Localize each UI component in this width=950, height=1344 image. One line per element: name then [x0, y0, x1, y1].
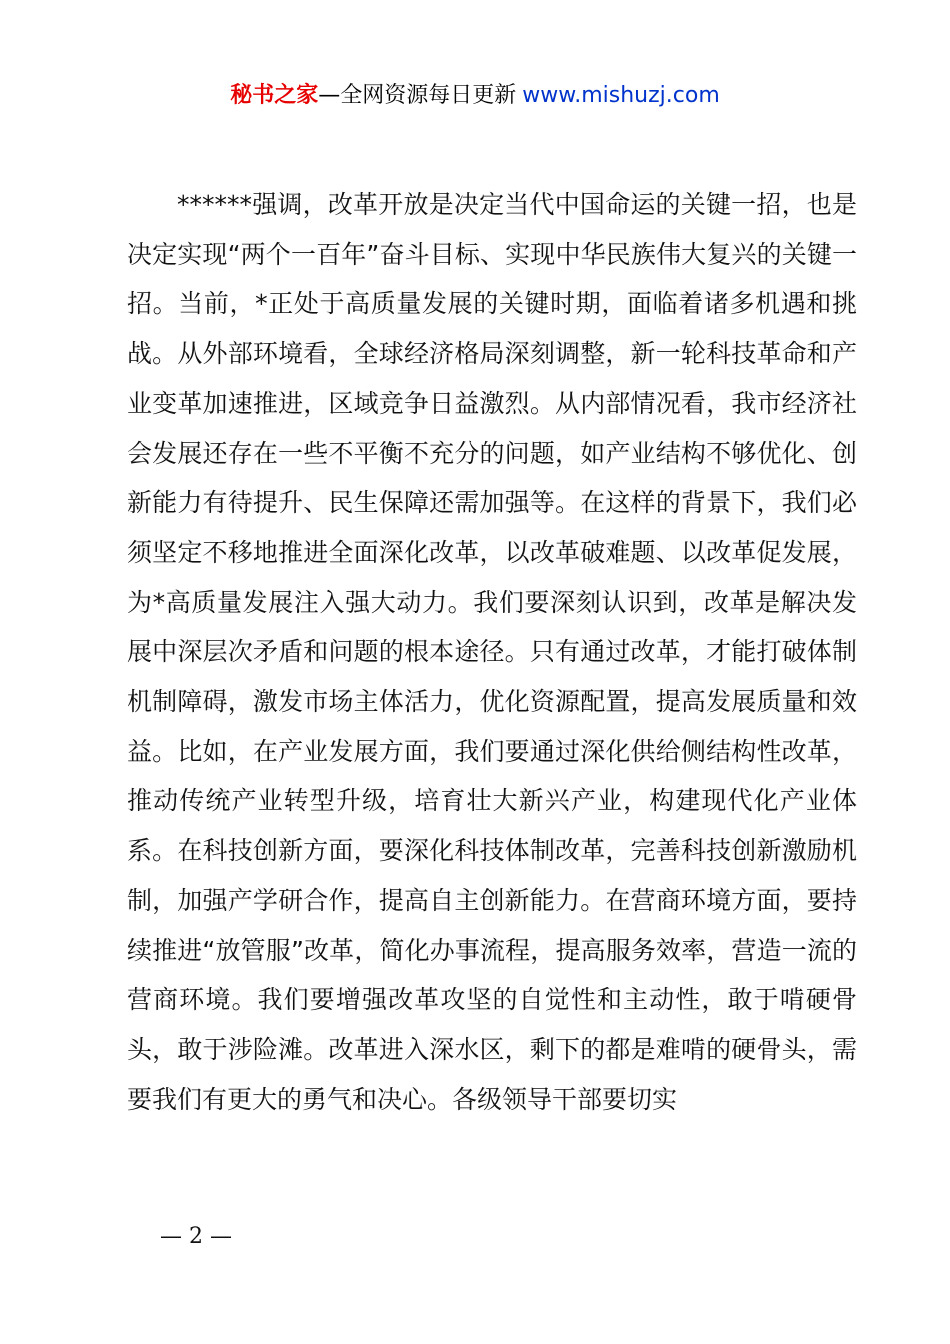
body-paragraph: ******强调，改革开放是决定当代中国命运的关键一招，也是决定实现“两个一百年”奋斗目标、实现中华民族伟大复兴的关键一招。当前，*正处于高质量发展的关键时期，面临着诸多机遇和挑战。从外部环境看，全球经济格局深刻调整，新一轮科技革命和产业变革加速推进，区域竞争日益激烈。从内部情况看，我市经济社会发展还存在一些不平衡不充分的问题，如产业结构不够优化、创新能力有待提升、民生保障还需加强等。在这样的背景下，我们必须坚定不移地推进全面深化改革，以改革破难题、以改革促发展，为*高质量发展注入强大动力。我们要深刻认识到，改革是解决发展中深层次矛盾和问题的根本途径。只有通过改革，才能打破体制机制障碍，激发市场主体活力，优化资源配置，提高发展质量和效益。比如，在产业发展方面，我们要通过深化供给侧结构性改革，推动传统产业转型升级，培育壮大新兴产业，构建现代化产业体系。在科技创新方面，要深化科技体制改革，完善科技创新激励机制，加强产学研合作，提高自主创新能力。在营商环境方面，要持续推进“放管服”改革，简化办事流程，提高服务效率，营造一流的营商环境。我们要增强改革攻坚的自觉性和主动性，敢于啃硬骨头，敢于涉险滩。改革进入深水区，剩下的都是难啃的硬骨头，需要我们有更大的勇气和决心。各级领导干部要切实: [127, 190, 857, 1114]
site-slogan: —全网资源每日更新: [318, 83, 517, 108]
site-name: 秘书之家: [230, 83, 319, 108]
page-number: — 2 —: [160, 1224, 232, 1249]
site-url-link[interactable]: www.mishuzj.com: [522, 83, 720, 108]
site-header: [0, 80, 950, 112]
